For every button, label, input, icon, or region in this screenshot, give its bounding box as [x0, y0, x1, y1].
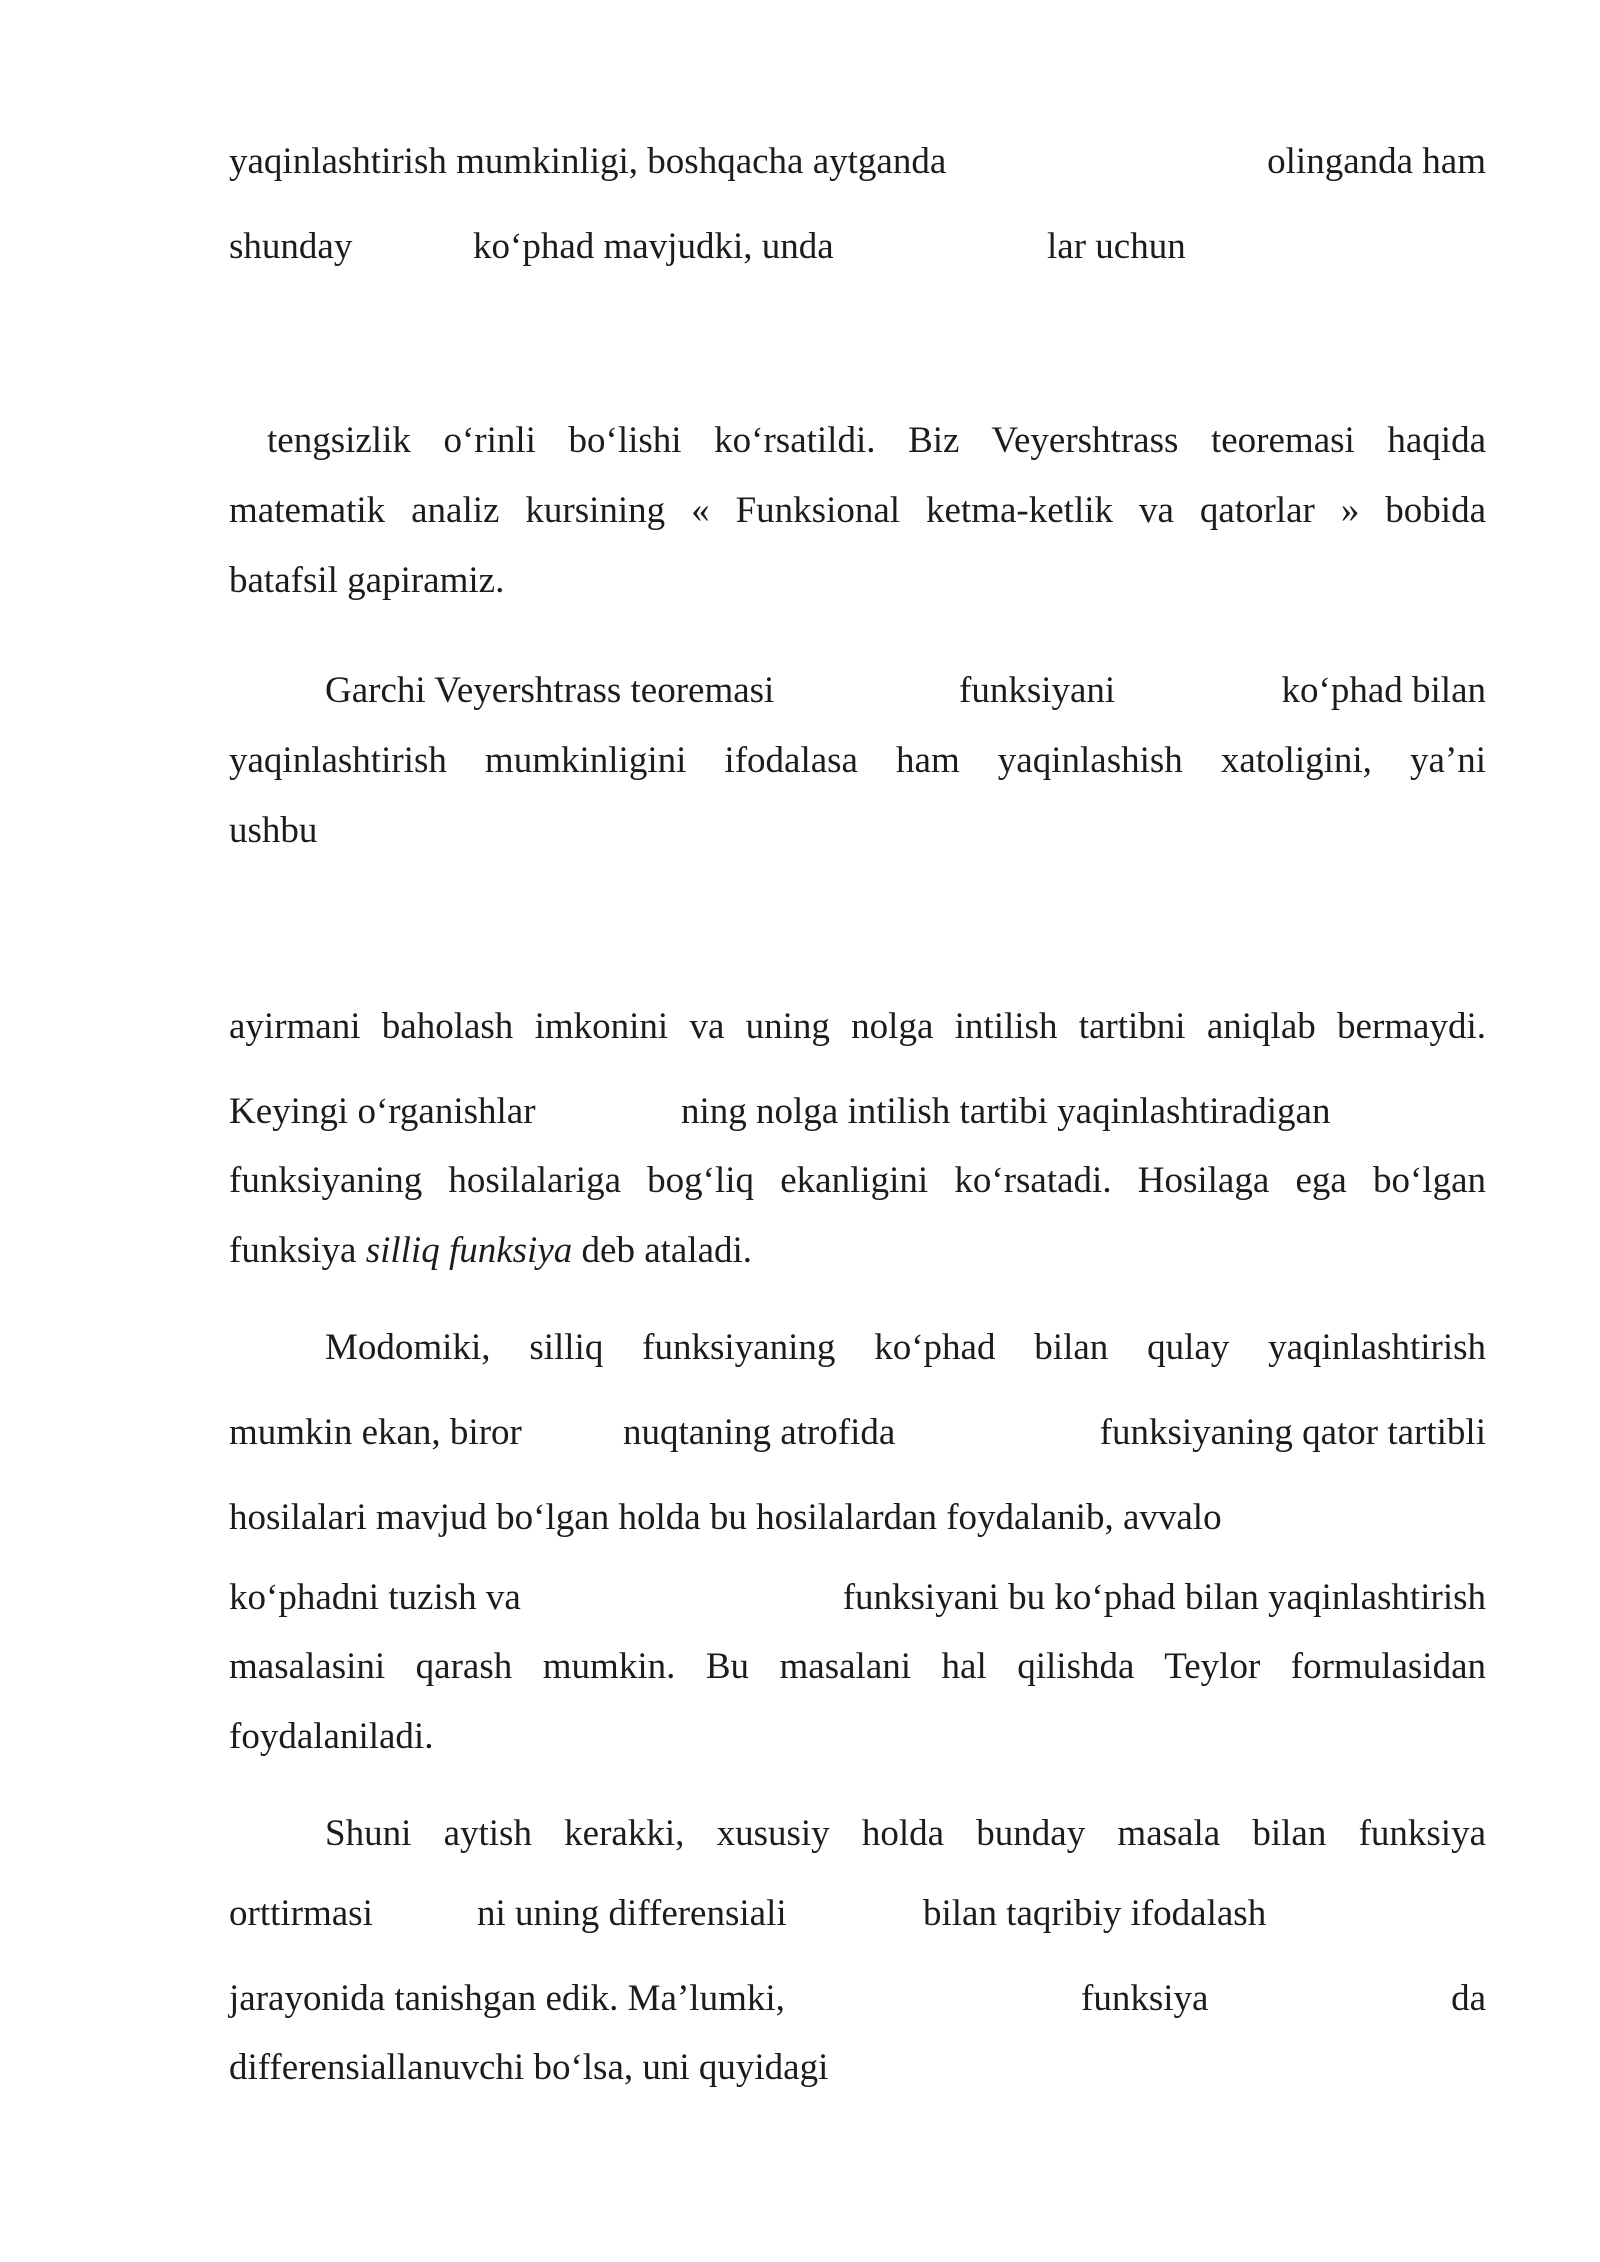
text-fragment: olinganda ham	[1267, 141, 1486, 182]
text-fragment: funksiya	[229, 1230, 366, 1271]
text-fragment: funksiyani bu ko‘phad bilan yaqinlashtirish	[842, 1577, 1486, 1618]
text-fragment: ni uning differensiali	[477, 1893, 787, 1934]
paragraph-line: masalasini qarash mumkin. Bu masalani hal qilishda Teylor formulasidan	[229, 1646, 1486, 1687]
text-fragment: ko‘phad bilan	[1281, 670, 1486, 711]
text-fragment: funksiya	[1081, 1978, 1209, 2019]
paragraph-line	[229, 1229, 1486, 1273]
paragraph-line: ushbu	[229, 810, 318, 851]
text-fragment: da	[1451, 1978, 1486, 2019]
paragraph-line: ayirmani baholash imkonini va uning nolga intilish tartibni aniqlab bermaydi.	[229, 1006, 1486, 1047]
text-fragment: yaqinlashtirish mumkinligi, boshqacha aytganda	[229, 141, 947, 182]
text-fragment: lar uchun	[1047, 226, 1186, 267]
italic-term: silliq funksiya	[365, 1230, 573, 1271]
text-fragment: bilan taqribiy ifodalash	[923, 1893, 1267, 1934]
text-fragment: deb ataladi.	[572, 1230, 753, 1271]
text-fragment: funksiyani	[959, 670, 1116, 711]
text-fragment: funksiyaning qator tartibli	[1099, 1412, 1486, 1453]
paragraph-line: foydalaniladi.	[229, 1716, 434, 1757]
text-fragment: ko‘phadni tuzish va	[229, 1577, 521, 1618]
text-fragment: orttirmasi	[229, 1893, 373, 1934]
text-fragment: Keyingi o‘rganishlar	[229, 1091, 536, 1132]
paragraph-line: yaqinlashtirish mumkinligini ifodalasa ham yaqinlashish xatoligini, ya’ni	[229, 740, 1486, 781]
paragraph-line: tengsizlik o‘rinli bo‘lishi ko‘rsatildi. Biz Veyershtrass teoremasi haqida	[267, 420, 1486, 461]
paragraph-line: Modomiki, silliq funksiyaning ko‘phad bilan qulay yaqinlashtirish	[325, 1327, 1486, 1368]
paragraph-line: batafsil gapiramiz.	[229, 560, 505, 601]
text-fragment: mumkin ekan, biror	[229, 1412, 522, 1453]
paragraph-line: funksiyaning hosilalariga bog‘liq ekanligini ko‘rsatadi. Hosilaga ega bo‘lgan	[229, 1160, 1486, 1201]
text-fragment: nuqtaning atrofida	[623, 1412, 896, 1453]
text-fragment: Garchi Veyershtrass teoremasi	[325, 670, 775, 711]
text-fragment: jarayonida tanishgan edik. Ma’lumki,	[229, 1978, 785, 2019]
paragraph-line: differensiallanuvchi bo‘lsa, uni quyidagi	[229, 2047, 829, 2088]
text-fragment: shunday	[229, 226, 353, 267]
paragraph-line: matematik analiz kursining « Funksional ketma-ketlik va qatorlar » bobida	[229, 490, 1486, 531]
text-fragment: ko‘phad mavjudki, unda	[473, 226, 834, 267]
text-fragment: ning nolga intilish tartibi yaqinlashtiradigan	[681, 1091, 1331, 1132]
paragraph-line: hosilalari mavjud bo‘lgan holda bu hosilalardan foydalanib, avvalo	[229, 1497, 1222, 1538]
paragraph-line: Shuni aytish kerakki, xususiy holda bunday masala bilan funksiya	[325, 1813, 1486, 1854]
